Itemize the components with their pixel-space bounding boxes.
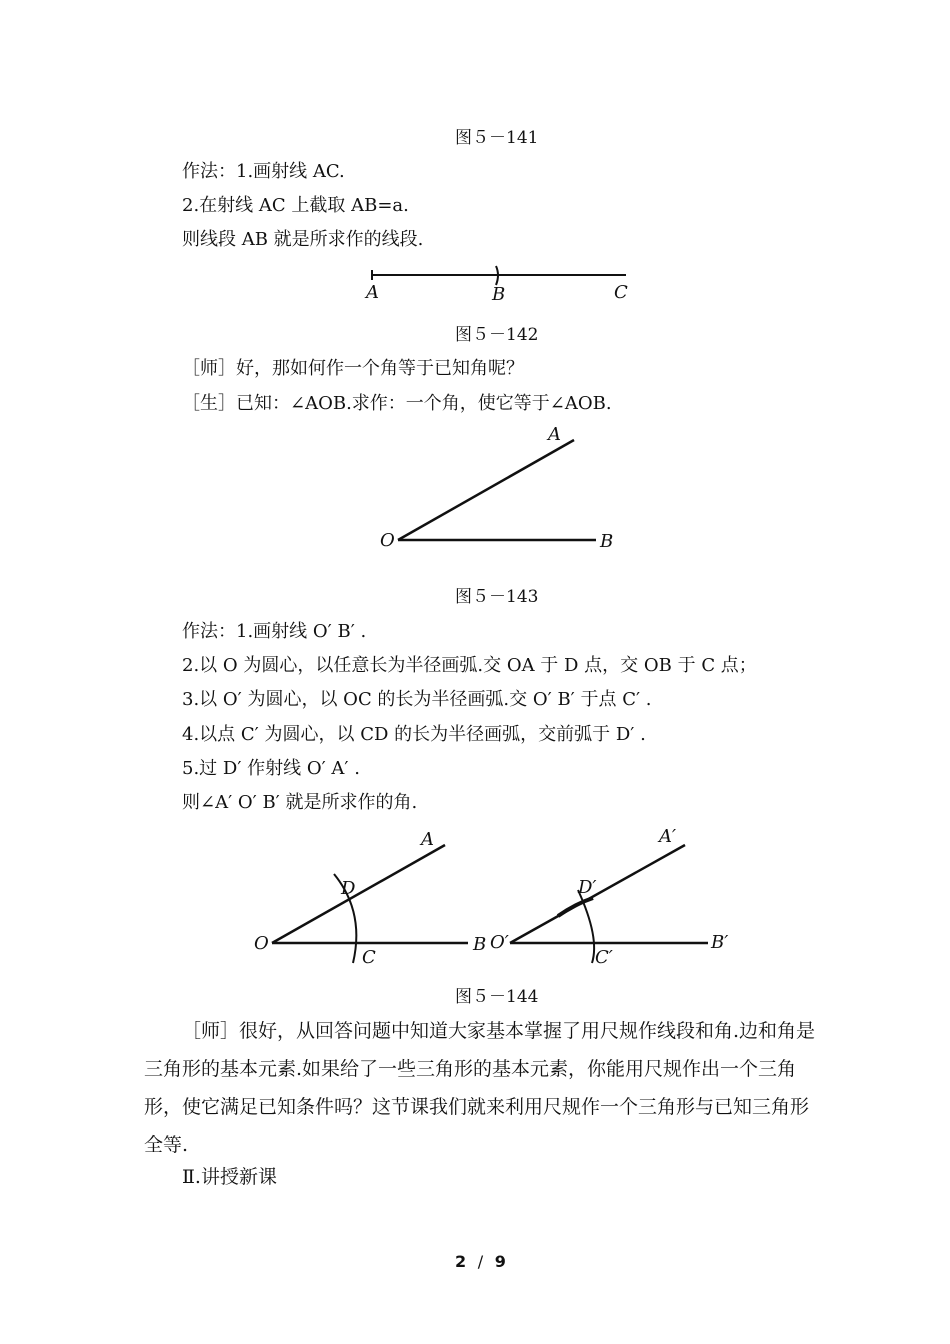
label-d: D — [341, 878, 356, 899]
figure-144-angle-copy — [245, 818, 745, 978]
method2-step2: 2.以 O 为圆心，以任意长为半径画弧.交 OA 于 D 点，交 OB 于 C 点； — [182, 655, 757, 676]
paragraph-line-4: 全等. — [144, 1134, 189, 1156]
label-a: A — [366, 282, 379, 303]
method2-step5: 5.过 D′ 作射线 O′ A′ . — [182, 758, 360, 779]
label-b: B — [473, 934, 487, 955]
page-number — [455, 1252, 506, 1271]
ray-oa — [398, 440, 574, 540]
figure-caption-142: 图５－142 — [455, 325, 539, 345]
method2-step3: 3.以 O′ 为圆心，以 OC 的长为半径画弧.交 O′ B′ 于点 C′ . — [182, 689, 652, 710]
section-heading: Ⅱ.讲授新课 — [182, 1166, 277, 1188]
label-a2: A′ — [659, 826, 677, 847]
method2-step4: 4.以点 C′ 为圆心，以 CD 的长为半径画弧，交前弧于 D′ . — [182, 724, 646, 745]
paragraph-line-2: 三角形的基本元素.如果给了一些三角形的基本元素，你能用尺规作出一个三角 — [144, 1058, 797, 1080]
paragraph-line-1: ［师］很好，从回答问题中知道大家基本掌握了用尺规作线段和角.边和角是 — [182, 1020, 816, 1042]
student-answer: ［生］已知：∠AOB.求作：一个角，使它等于∠AOB. — [182, 393, 612, 414]
figure-caption-143: 图５－143 — [455, 587, 539, 607]
paragraph-line-3: 形，使它满足已知条件吗？这节课我们就来利用尺规作一个三角形与已知三角形 — [144, 1096, 810, 1118]
method2-result: 则∠A′ O′ B′ 就是所求作的角. — [182, 792, 418, 813]
label-c2: C′ — [595, 947, 613, 968]
label-b: B — [492, 284, 506, 305]
label-a: A — [421, 829, 434, 850]
method2-step1: 作法：1.画射线 O′ B′ . — [182, 621, 367, 642]
label-o2: O′ — [490, 932, 509, 953]
figure-143-angle — [370, 420, 630, 560]
figure-caption-144: 图５－144 — [455, 987, 539, 1007]
figure-142-segment — [340, 258, 660, 308]
method1-step1: 作法：1.画射线 AC. — [182, 161, 345, 182]
label-o: O — [254, 933, 269, 954]
label-a: A — [548, 424, 561, 445]
teacher-question: ［师］好，那如何作一个角等于已知角呢？ — [182, 358, 524, 379]
label-o: O — [380, 530, 395, 551]
ray-o2a2 — [510, 845, 685, 943]
page-current: 2 — [455, 1252, 467, 1271]
label-c: C — [614, 282, 628, 303]
ray-oa — [272, 845, 445, 943]
page-total: 9 — [494, 1252, 506, 1271]
label-c: C — [362, 947, 376, 968]
figure-caption-141: 图５－141 — [455, 128, 539, 148]
label-d2: D′ — [578, 877, 597, 898]
label-b: B — [600, 531, 614, 552]
page-separator: / — [477, 1252, 484, 1271]
method1-result: 则线段 AB 就是所求作的线段. — [182, 229, 424, 250]
label-b2: B′ — [711, 932, 729, 953]
method1-step2: 2.在射线 AC 上截取 AB=a. — [182, 195, 409, 216]
